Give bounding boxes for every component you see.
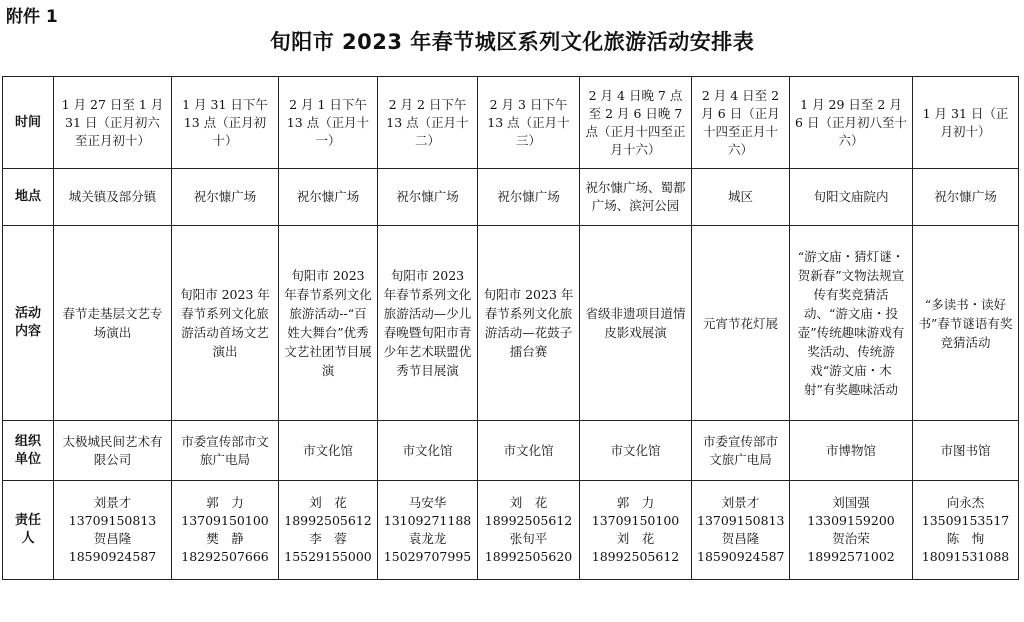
place-row: [3, 169, 1019, 226]
activity-cell: “游文庙・猜灯谜・贺新春”文物法规宣传有奖竞猜活动、“游文庙・投壶”传统趣味游戏有奖活动、传统游戏“游文庙・木射”有奖趣味活动: [790, 226, 913, 421]
contact-phone: 13709150813: [697, 513, 785, 528]
organizer-cell: 市文化馆: [478, 421, 580, 481]
contact-name: 刘 花: [616, 531, 655, 546]
time-cell: 2 月 2 日下午 13 点（正月十二）: [378, 77, 478, 169]
contact-phone: 18091531088: [921, 549, 1010, 564]
contact-name: 袁龙龙: [408, 531, 447, 546]
contact-name: 樊 静: [206, 531, 244, 546]
contact-phone: 13709150813: [68, 513, 157, 528]
organizer-cell: 市图书馆: [913, 421, 1019, 481]
contact-name: 陈 恂: [946, 531, 985, 546]
responsible-cell: [279, 481, 378, 580]
activity-cell: 旬阳市 2023 年春节系列文化旅游活动--“百姓大舞台”优秀文艺社团节目展演: [279, 226, 378, 421]
activity-cell: 省级非遗项目道情皮影戏展演: [580, 226, 692, 421]
row-header-activity-line2: 内容: [14, 324, 41, 339]
organizer-cell: 市委宣传部市文旅广电局: [692, 421, 790, 481]
place-cell: 祝尔慷广场、蜀都广场、滨河公园: [580, 169, 692, 226]
attachment-label: 附件 1: [6, 7, 58, 27]
activity-row: [3, 226, 1019, 421]
document-title: 旬阳市 2023 年春节城区系列文化旅游活动安排表: [269, 30, 755, 54]
place-cell: 祝尔慷广场: [172, 169, 279, 226]
contact-name: 刘景才: [93, 495, 132, 510]
contact-phone: 18992505612: [484, 513, 573, 528]
organizer-row: [3, 421, 1019, 481]
row-header-activity: [3, 226, 54, 421]
contact-phone: 18590924587: [68, 549, 157, 564]
responsible-cell: [478, 481, 580, 580]
activity-cell: 旬阳市 2023 年春节系列文化旅游活动首场文艺演出: [172, 226, 279, 421]
contact-phone: 18992505612: [284, 513, 372, 528]
contact-name: 向永杰: [946, 495, 985, 510]
contact-name: 刘 花: [309, 495, 347, 510]
row-header-activity-line1: 活动: [14, 306, 41, 321]
contact-name: 郭 力: [206, 495, 244, 510]
contact-phone: 13709150100: [181, 513, 269, 528]
activity-cell: 春节走基层文艺专场演出: [54, 226, 172, 421]
contact-name: 贺昌隆: [721, 531, 760, 546]
contact-phone: 15529155000: [284, 549, 372, 564]
contact-phone: 13309159200: [807, 513, 895, 528]
row-header-responsible-line1: 责任: [14, 513, 41, 528]
organizer-cell: 市文化馆: [279, 421, 378, 481]
contact-phone: 18992571002: [807, 549, 895, 564]
organizer-cell: 市委宣传部市文旅广电局: [172, 421, 279, 481]
responsible-row: [3, 481, 1019, 580]
contact-phone: 15029707995: [383, 549, 472, 564]
activity-cell: 元宵节花灯展: [692, 226, 790, 421]
organizer-cell: 市文化馆: [580, 421, 692, 481]
responsible-cell: [692, 481, 790, 580]
responsible-cell: [580, 481, 692, 580]
activity-cell: 旬阳市 2023 年春节系列文化旅游活动—花鼓子擂台赛: [478, 226, 580, 421]
row-header-organizer-line1: 组织: [14, 433, 41, 449]
contact-name: 刘国强: [832, 495, 870, 510]
schedule-table: [2, 76, 1019, 580]
row-header-responsible-line2: 人: [21, 531, 35, 546]
time-cell: 2 月 4 日至 2 月 6 日（正月十四至正月十六）: [692, 77, 790, 169]
responsible-cell: [378, 481, 478, 580]
contact-name: 刘景才: [721, 495, 760, 510]
time-cell: 1 月 31 日（正月初十）: [913, 77, 1019, 169]
contact-name: 贺昌隆: [93, 531, 132, 546]
contact-name: 贺治荣: [832, 531, 870, 546]
place-cell: 祝尔慷广场: [913, 169, 1019, 226]
time-cell: 2 月 3 日下午 13 点（正月十三）: [478, 77, 580, 169]
row-header-time: 时间: [3, 77, 54, 169]
row-header-organizer-line2: 单位: [14, 451, 41, 467]
responsible-cell: [790, 481, 913, 580]
row-header-place: 地点: [3, 169, 54, 226]
responsible-cell: [172, 481, 279, 580]
time-cell: 1 月 27 日至 1 月 31 日（正月初六至正月初十）: [54, 77, 172, 169]
responsible-cell: [913, 481, 1019, 580]
place-cell: 祝尔慷广场: [279, 169, 378, 226]
place-cell: 祝尔慷广场: [378, 169, 478, 226]
organizer-cell: 市博物馆: [790, 421, 913, 481]
responsible-cell: [54, 481, 172, 580]
time-cell: 1 月 31 日下午 13 点（正月初十）: [172, 77, 279, 169]
row-header-responsible: [3, 481, 54, 580]
contact-phone: 13509153517: [921, 513, 1010, 528]
contact-name: 李 蓉: [309, 531, 347, 546]
organizer-cell: 太极城民间艺术有限公司: [54, 421, 172, 481]
contact-phone: 18292507666: [181, 549, 269, 564]
time-cell: 2 月 1 日下午 13 点（正月十一）: [279, 77, 378, 169]
activity-cell: “多读书・读好书”春节谜语有奖竞猜活动: [913, 226, 1019, 421]
contact-phone: 18992505620: [484, 549, 573, 564]
time-cell: 1 月 29 日至 2 月 6 日（正月初八至十六）: [790, 77, 913, 169]
activity-cell: 旬阳市 2023 年春节系列文化旅游活动—少儿春晚暨旬阳市青少年艺术联盟优秀节目展演: [378, 226, 478, 421]
contact-phone: 13109271188: [383, 513, 472, 528]
place-cell: 城区: [692, 169, 790, 226]
contact-phone: 18590924587: [697, 549, 785, 564]
place-cell: 城关镇及部分镇: [54, 169, 172, 226]
contact-name: 郭 力: [616, 495, 655, 510]
place-cell: 旬阳文庙院内: [790, 169, 913, 226]
organizer-cell: 市文化馆: [378, 421, 478, 481]
time-row: [3, 77, 1019, 169]
contact-phone: 18992505612: [591, 549, 680, 564]
contact-name: 刘 花: [509, 495, 548, 510]
place-cell: 祝尔慷广场: [478, 169, 580, 226]
row-header-organizer: [3, 421, 54, 481]
contact-name: 马安华: [408, 495, 447, 510]
contact-phone: 13709150100: [591, 513, 680, 528]
time-cell: 2 月 4 日晚 7 点至 2 月 6 日晚 7 点（正月十四至正月十六）: [580, 77, 692, 169]
contact-name: 张旬平: [509, 531, 548, 546]
